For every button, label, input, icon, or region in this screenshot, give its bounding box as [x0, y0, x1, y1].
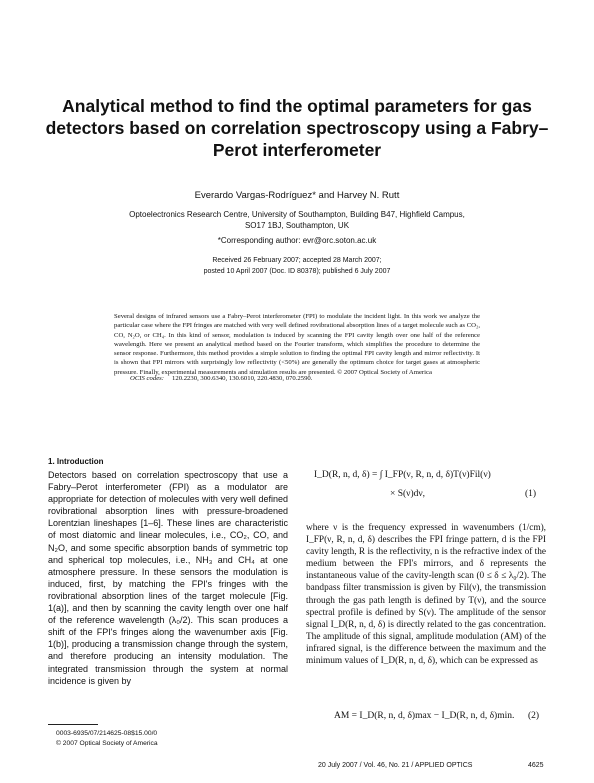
author-list: Everardo Vargas-Rodríguez* and Harvey N. Rutt	[194, 190, 400, 201]
abstract-text: Several designs of infrared sensors use a Fabry–Perot interferometer (FPI) to modulate the incident light. In this work we analyze the particular case where the FPI fringes are matched with very well defined rovibrational absorption lines of a target molecule such as CO₂, CO, N₂O, or CH₄. In this kind of sensor, modulation is induced by scanning the FPI cavity length over one half of the reference wavelength. Here we present an analytical method based on the Fourier transform, which simplifies the procedure to determine the sensor response. Furthermore, this method provides a simple solution to finding the optimal FPI cavity length and mirror reflectivity. It is shown that FPI mirrors with surprisingly low reflectivity (<50%) are generally the optimum choice for target gases at atmospheric pressure. Finally, experimental measurements and simulation results are presented. © 2007 Optical Society of America	[114, 313, 480, 376]
ocis-codes	[130, 375, 312, 382]
paper-title: Analytical method to find the optimal parameters for gas detectors based on correlation spectroscopy using a Fabry–Perot interferometer	[45, 96, 549, 160]
affiliation-line-1: Optoelectronics Research Centre, University of Southampton, Building B47, Highfield Campus,	[129, 210, 465, 219]
dates-line-2: posted 10 April 2007 (Doc. ID 80378); published 6 July 2007	[203, 268, 391, 275]
affiliation	[90, 209, 504, 231]
abstract	[114, 312, 480, 377]
equation-1-number: (1)	[525, 489, 537, 499]
affiliation-line-2: SO17 1BJ, Southampton, UK	[244, 221, 350, 230]
corresponding-author: *Corresponding author: evr@orc.soton.ac.uk	[217, 236, 377, 245]
ocis-values: 120.2230, 300.6340, 130.6010, 220.4830, 070.2590.	[172, 375, 313, 382]
right-column	[306, 522, 546, 667]
publication-dates	[90, 255, 504, 277]
page-footer: 20 July 2007 / Vol. 46, No. 21 / APPLIED OPTICS	[318, 762, 473, 769]
dates-line-1: Received 26 February 2007; accepted 28 March 2007;	[212, 257, 382, 264]
equation-1-line-1: I_D(R, n, d, δ) = ∫ I_FP(ν, R, n, d, δ)T(ν)Fil(ν)	[314, 470, 491, 480]
left-column	[48, 469, 288, 687]
footnote-rule	[48, 724, 98, 725]
footnote	[56, 729, 158, 748]
ocis-label: OCIS codes:	[130, 375, 164, 382]
footnote-line-2: © 2007 Optical Society of America	[56, 739, 158, 747]
section-heading: 1. Introduction	[48, 457, 104, 466]
intro-paragraph-right: where ν is the frequency expressed in wavenumbers (1/cm), I_FP(ν, R, n, d, δ) describes the FPI fringe pattern, d is the FPI cavity length, R is the reflectivity, n is the refractive index of the medium between the FPI's mirrors, and δ represents the instantaneous value of the cavity-length scan (0 ≤ δ ≤ λ₀/2). The bandpass filter transmission is given by Fil(ν), the transmission through the gas path length is defined by T(ν), and the source spectral profile is defined by S(ν). The amplitude of the sensor signal I_D(R, n, d, δ) is directly related to the gas concentration. The amplitude of this signal, amplitude modulation (AM) of the infrared signal, is the difference between the maximum and the minimum values of I_D(R, n, d, δ), which can be expressed as	[306, 523, 547, 667]
equation-2: AM = I_D(R, n, d, δ)max − I_D(R, n, d, δ)min.	[334, 711, 515, 721]
equation-1-line-2: × S(ν)dν,	[390, 489, 426, 499]
equation-2-number: (2)	[528, 711, 540, 721]
footnote-line-1: 0003-6935/07/214625-08$15.00/0	[56, 730, 158, 737]
page-number: 4625	[528, 762, 544, 769]
intro-paragraph-left: Detectors based on correlation spectroscopy that use a Fabry–Perot interferometer (FPI) as a modulator are appropriate for detection of molecules with very well defined rovibrational absorption lines with pressure-broadened Lorentzian lineshapes [1–6]. These lines are characteristic of most diatomic and linear molecules, i.e., CO₂, CO, and N₂O, and some specific absorption bands of symmetric top and spherical top molecules, i.e., NH₃ and CH₄ at one atmosphere pressure. In these sensors the modulation is induced, first, by matching the FPI's fringes with the rovibrational absorption lines of the target molecule [Fig. 1(a)], and then by scanning the cavity length over one half of the reference wavelength (λ₀/2). This scan produces a shift of the FPI's fringes along the wavenumber axis [Fig. 1(b)], producing a transmission change through the system, and therefore producing an intensity modulation. The integrated transmission through the system at normal incidence is given by	[48, 470, 288, 686]
